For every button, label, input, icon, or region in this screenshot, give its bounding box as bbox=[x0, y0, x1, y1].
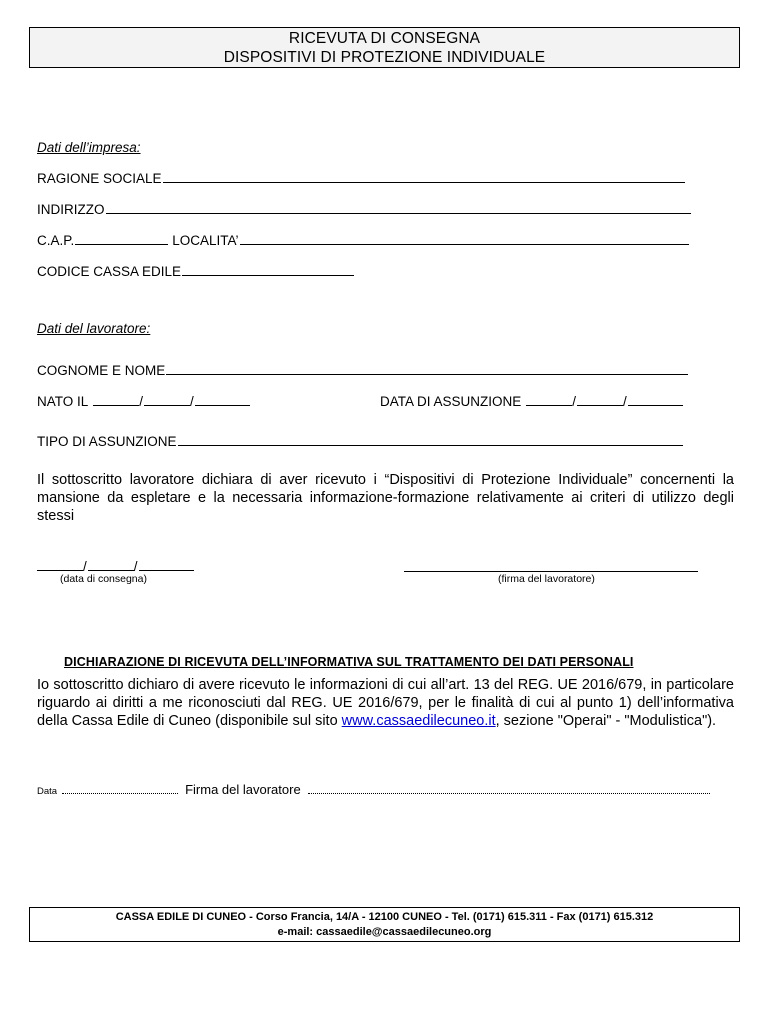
data-consegna-field[interactable] bbox=[37, 558, 194, 574]
privacy-title: DICHIARAZIONE DI RICEVUTA DELL’INFORMATIVA SUL TRATTAMENTO DEI DATI PERSONALI bbox=[64, 655, 634, 669]
data-consegna-caption: (data di consegna) bbox=[60, 573, 147, 585]
cassaedile-website-link[interactable]: www.cassaedilecuneo.it bbox=[341, 713, 496, 729]
data-assunzione-label: DATA DI ASSUNZIONE bbox=[380, 394, 522, 409]
tipo-assunzione-label: TIPO DI ASSUNZIONE bbox=[37, 434, 177, 449]
codice-cassa-line[interactable] bbox=[182, 263, 354, 276]
consegna-sep-1: / bbox=[83, 559, 87, 574]
localita-label: LOCALITA’ bbox=[172, 233, 239, 248]
cognome-nome-line[interactable] bbox=[166, 362, 688, 375]
consegna-mese-line[interactable] bbox=[88, 558, 134, 571]
privacy-firma-label: Firma del lavoratore bbox=[185, 782, 301, 797]
privacy-data-line[interactable] bbox=[62, 782, 178, 794]
consegna-sep-2: / bbox=[133, 559, 138, 574]
privacy-firma-line[interactable] bbox=[308, 782, 710, 794]
document-title bbox=[29, 27, 740, 68]
privacy-text bbox=[37, 676, 734, 730]
title-line-1: RICEVUTA DI CONSEGNA bbox=[288, 30, 481, 47]
tipo-assunzione-field[interactable] bbox=[37, 433, 683, 449]
cap-localita-field[interactable] bbox=[37, 232, 689, 248]
privacy-data-label: Data bbox=[37, 786, 58, 797]
impresa-heading: Dati dell’impresa: bbox=[37, 140, 141, 155]
indirizzo-label: INDIRIZZO bbox=[37, 202, 105, 217]
tipo-assunzione-line[interactable] bbox=[178, 433, 683, 446]
ragione-sociale-field[interactable] bbox=[37, 170, 685, 186]
nato-il-label: NATO IL bbox=[37, 394, 89, 409]
codice-cassa-label: CODICE CASSA EDILE bbox=[37, 264, 182, 279]
footer-box bbox=[29, 907, 740, 942]
indirizzo-line[interactable] bbox=[106, 201, 691, 214]
lavoratore-heading: Dati del lavoratore: bbox=[37, 321, 151, 336]
nato-sep-2: / bbox=[190, 394, 194, 409]
consegna-giorno-line[interactable] bbox=[37, 558, 83, 571]
firma-lavoratore-caption: (firma del lavoratore) bbox=[498, 573, 595, 585]
assunzione-giorno-line[interactable] bbox=[526, 393, 572, 406]
assunzione-sep-1: / bbox=[572, 394, 577, 409]
codice-cassa-field[interactable] bbox=[37, 263, 354, 279]
assunzione-anno-line[interactable] bbox=[628, 393, 683, 406]
ragione-sociale-line[interactable] bbox=[163, 170, 685, 183]
assunzione-sep-2: / bbox=[623, 394, 627, 409]
cognome-nome-field[interactable] bbox=[37, 362, 688, 378]
footer-line-2: e-mail: cassaedile@cassaedilecuneo.org bbox=[277, 926, 492, 938]
privacy-signature-row bbox=[37, 782, 710, 797]
firma-lavoratore-line[interactable] bbox=[404, 570, 698, 572]
cap-label: C.A.P. bbox=[37, 233, 75, 248]
privacy-text-part-1: Io sottoscritto dichiaro di avere ricevuto le informazioni di cui all’art. 13 del REG. UE 2016/679, in particolare riguardo ai diritti a me riconosciuti dal REG. UE 2016/679, per le finalità di cui al punto 1) dell’informativa della Cassa Edile di Cuneo (disponibile sul sito bbox=[37, 677, 734, 729]
title-line-2: DISPOSITIVI DI PROTEZIONE INDIVIDUALE bbox=[223, 49, 546, 66]
privacy-text-part-2: , sezione "Operai" - "Modulistica"). bbox=[495, 713, 717, 729]
localita-line[interactable] bbox=[240, 232, 689, 245]
dpi-declaration-text: Il sottoscritto lavoratore dichiara di aver ricevuto i “Dispositivi di Protezione Individuale” concernenti la mansione da espletare e la necessaria informazione-formazione relativamente ai criteri di utilizzo degli stessi bbox=[37, 472, 734, 524]
nato-giorno-line[interactable] bbox=[93, 393, 139, 406]
data-assunzione-field[interactable] bbox=[380, 393, 683, 409]
ragione-sociale-label: RAGIONE SOCIALE bbox=[37, 171, 162, 186]
nato-sep-1: / bbox=[139, 394, 144, 409]
footer-line-1: CASSA EDILE DI CUNEO - Corso Francia, 14/A - 12100 CUNEO - Tel. (0171) 615.311 - Fax (0171) 615.312 bbox=[115, 911, 654, 923]
cap-line[interactable] bbox=[75, 232, 168, 245]
nato-mese-line[interactable] bbox=[144, 393, 190, 406]
assunzione-mese-line[interactable] bbox=[577, 393, 623, 406]
nato-il-field[interactable] bbox=[37, 393, 250, 409]
indirizzo-field[interactable] bbox=[37, 201, 691, 217]
cognome-nome-label: COGNOME E NOME bbox=[37, 363, 166, 378]
consegna-anno-line[interactable] bbox=[139, 558, 194, 571]
nato-anno-line[interactable] bbox=[195, 393, 250, 406]
